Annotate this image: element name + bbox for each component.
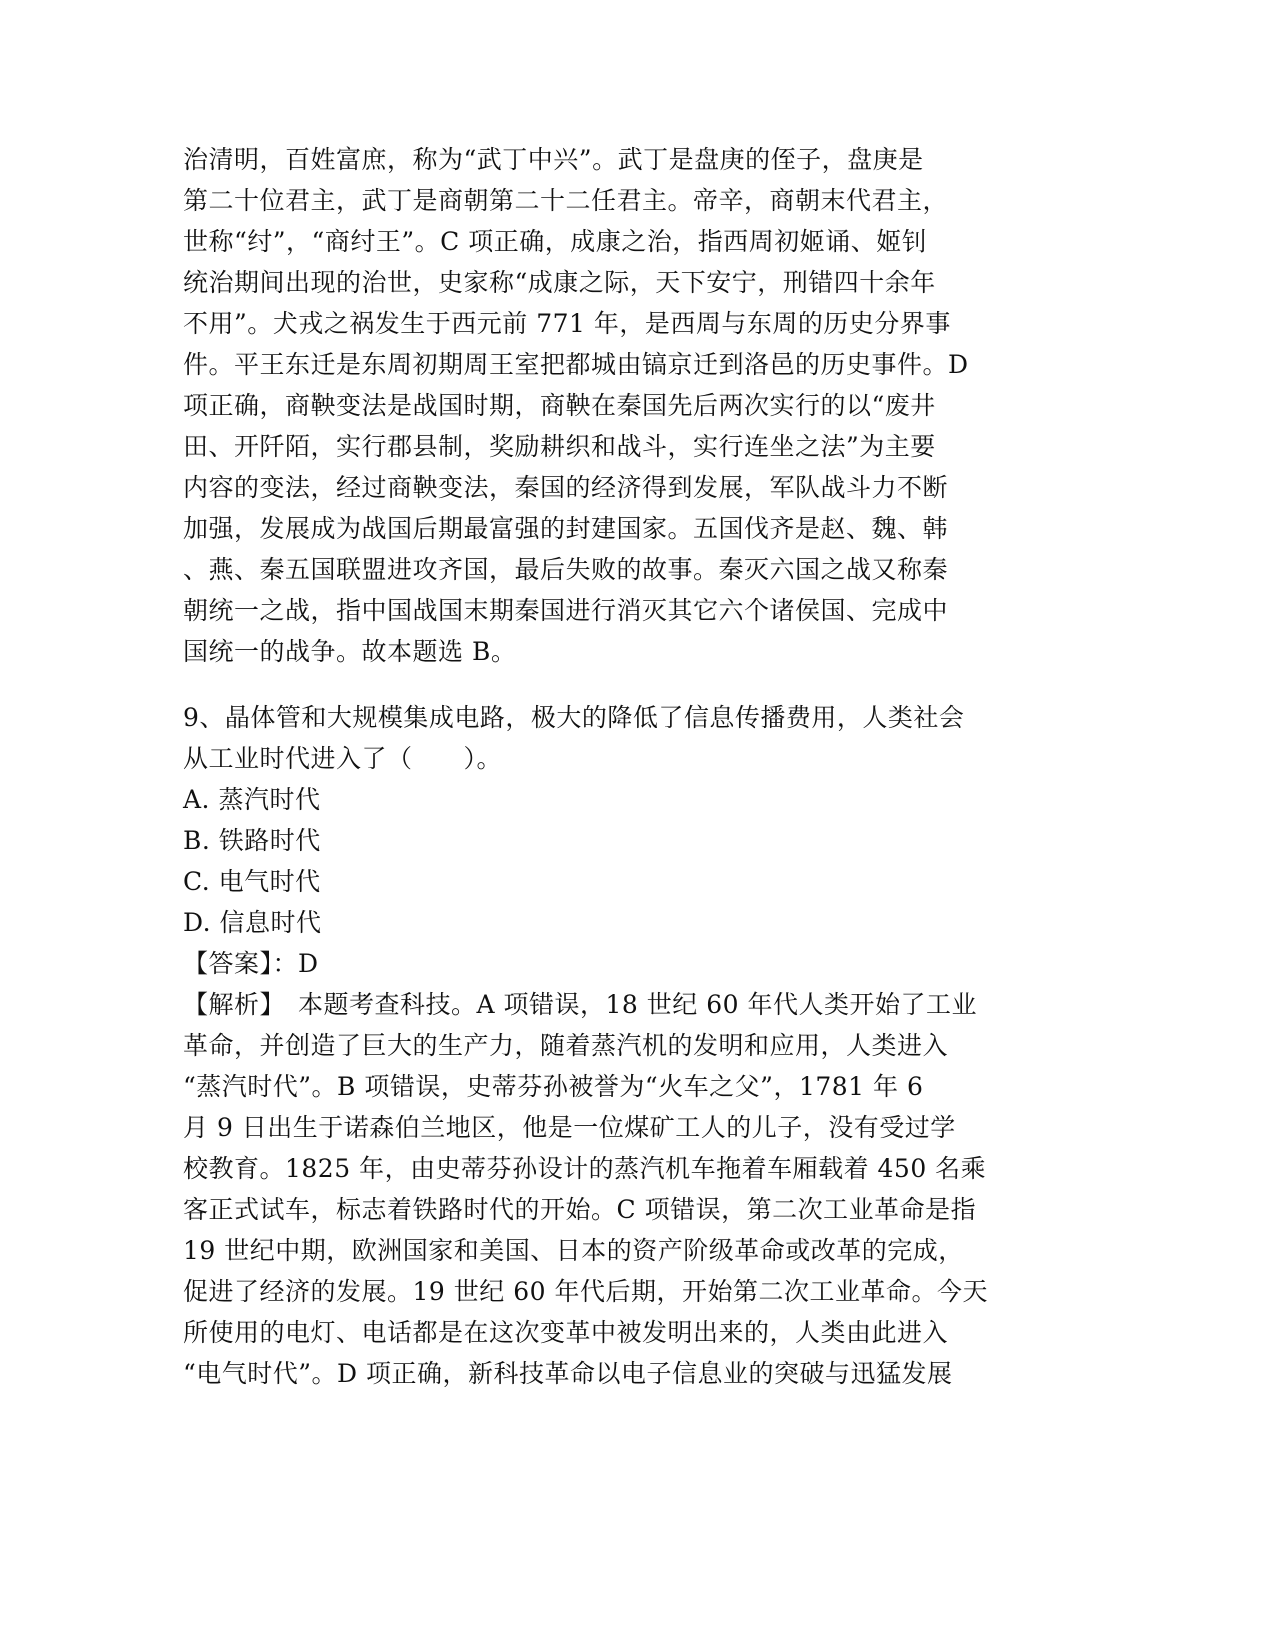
text-line: 19 世纪中期，欧洲国家和美国、日本的资产阶级革命或改革的完成，: [183, 1236, 964, 1265]
text-line: “蒸汽时代”。B 项错误，史蒂芬孙被誉为“火车之父”，1781 年 6: [183, 1072, 924, 1101]
text-line: 世称“纣”，“商纣王”。C 项正确，成康之治，指西周初姬诵、姬钊: [183, 227, 928, 256]
text-line: 加强，发展成为战国后期最富强的封建国家。五国伐齐是赵、魏、韩: [183, 514, 949, 543]
text-line: 朝统一之战，指中国战国末期秦国进行消灭其它六个诸侯国、完成中: [183, 596, 949, 625]
option-d: D. 信息时代: [183, 908, 322, 937]
text-line: 治清明，百姓富庶，称为“武丁中兴”。武丁是盘庚的侄子，盘庚是: [183, 145, 924, 174]
text-line: 、燕、秦五国联盟进攻齐国，最后失败的故事。秦灭六国之战又称秦: [183, 555, 949, 584]
text-line: 月 9 日出生于诺森伯兰地区，他是一位煤矿工人的儿子，没有受过学: [183, 1113, 956, 1142]
text-line: 革命，并创造了巨大的生产力，随着蒸汽机的发明和应用，人类进入: [183, 1031, 949, 1060]
text-line: 【解析】 本题考查科技。A 项错误，18 世纪 60 年代人类开始了工业: [183, 990, 977, 1019]
text-line: 第二十位君主，武丁是商朝第二十二任君主。帝辛，商朝末代君主，: [183, 186, 949, 215]
text-line: 促进了经济的发展。19 世纪 60 年代后期，开始第二次工业革命。今天: [183, 1277, 988, 1306]
text-line: “电气时代”。D 项正确，新科技革命以电子信息业的突破与迅猛发展: [183, 1359, 953, 1388]
text-line: 件。平王东迁是东周初期周王室把都城由镐京迁到洛邑的历史事件。D: [183, 350, 969, 379]
text-line: 所使用的电灯、电话都是在这次变革中被发明出来的，人类由此进入: [183, 1318, 949, 1347]
text-line: 国统一的战争。故本题选 B。: [183, 637, 517, 666]
question-stem-line: 从工业时代进入了（ ）。: [183, 744, 503, 773]
question-stem-line: 9、晶体管和大规模集成电路，极大的降低了信息传播费用，人类社会: [183, 703, 965, 732]
text-line: 校教育。1825 年，由史蒂芬孙设计的蒸汽机车拖着车厢载着 450 名乘: [183, 1154, 987, 1183]
option-a: A. 蒸汽时代: [183, 785, 321, 814]
text-line: 客正式试车，标志着铁路时代的开始。C 项错误，第二次工业革命是指: [183, 1195, 977, 1224]
text-line: 内容的变法，经过商鞅变法，秦国的经济得到发展，军队战斗力不断: [183, 473, 949, 502]
option-b: B. 铁路时代: [183, 826, 321, 855]
answer-line: 【答案】：D: [183, 949, 319, 978]
text-line: 统治期间出现的治世，史家称“成康之际，天下安宁，刑错四十余年: [183, 268, 936, 297]
option-c: C. 电气时代: [183, 867, 321, 896]
text-line: 项正确，商鞅变法是战国时期，商鞅在秦国先后两次实行的以“废井: [183, 391, 936, 420]
text-line: 不用”。犬戎之祸发生于西元前 771 年，是西周与东周的历史分界事: [183, 309, 951, 338]
text-line: 田、开阡陌，实行郡县制，奖励耕织和战斗，实行连坐之法”为主要: [183, 432, 936, 461]
